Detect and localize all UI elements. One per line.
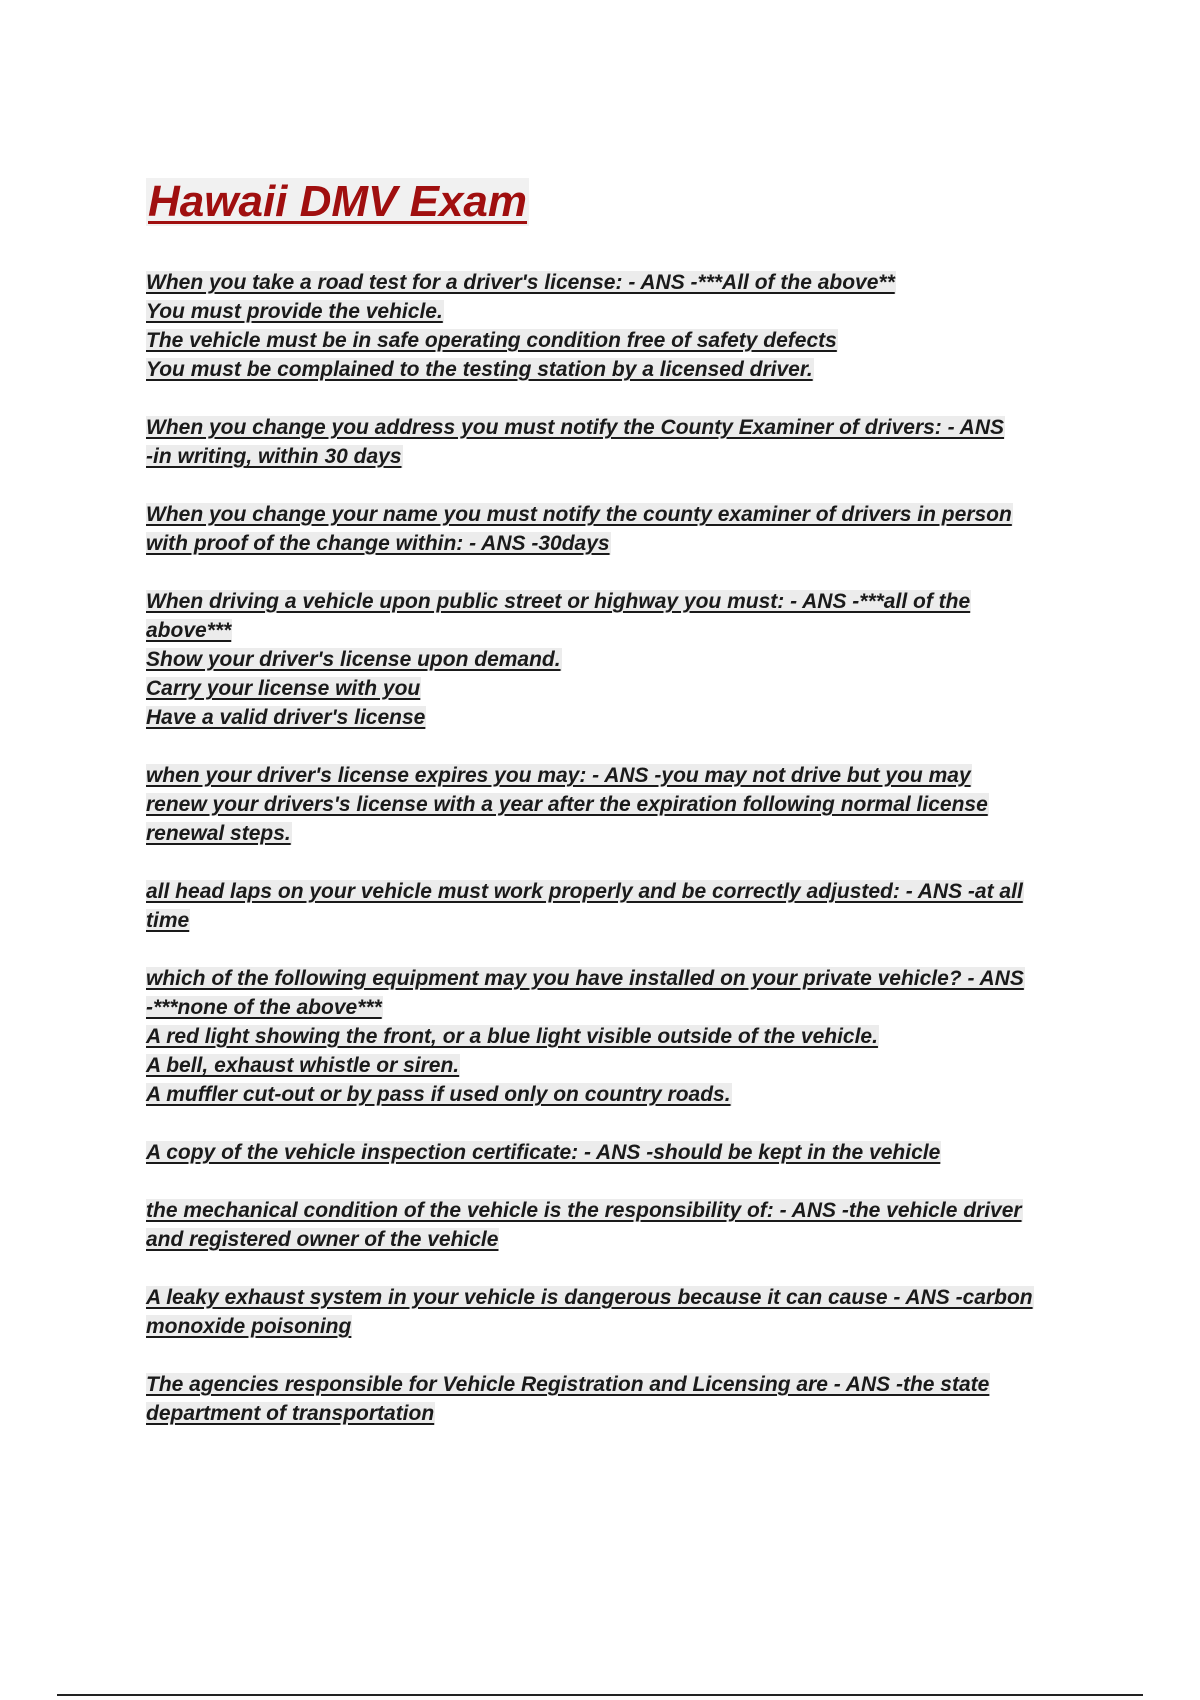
qa-item bbox=[146, 1138, 1106, 1167]
line-text: A leaky exhaust system in your vehicle is dangerous because it can cause - ANS -carbon bbox=[146, 1286, 1033, 1309]
answer-line bbox=[146, 1051, 1106, 1080]
qa-item bbox=[146, 964, 1106, 1109]
line-text: Have a valid driver's license bbox=[146, 706, 426, 729]
line-text: all head laps on your vehicle must work properly and be correctly adjusted: - ANS -at all bbox=[146, 880, 1023, 903]
line-text: The agencies responsible for Vehicle Registration and Licensing are - ANS -the state bbox=[146, 1373, 990, 1396]
question-line bbox=[146, 413, 1106, 442]
question-line bbox=[146, 268, 1106, 297]
line-text: when your driver's license expires you may: - ANS -you may not drive but you may bbox=[146, 764, 971, 787]
qa-item bbox=[146, 587, 1106, 732]
question-line bbox=[146, 1138, 1106, 1167]
answer-line bbox=[146, 703, 1106, 732]
qa-item bbox=[146, 1370, 1106, 1428]
line-text: A copy of the vehicle inspection certificate: - ANS -should be kept in the vehicle bbox=[146, 1141, 941, 1164]
line-text: When you change your name you must notify the county examiner of drivers in person bbox=[146, 503, 1012, 526]
qa-item bbox=[146, 268, 1106, 384]
answer-line bbox=[146, 1399, 1106, 1428]
question-line bbox=[146, 761, 1106, 790]
question-line bbox=[146, 964, 1106, 993]
qa-item bbox=[146, 761, 1106, 848]
answer-line bbox=[146, 1080, 1106, 1109]
line-text: The vehicle must be in safe operating condition free of safety defects bbox=[146, 329, 837, 352]
line-text: Show your driver's license upon demand. bbox=[146, 648, 561, 671]
answer-line bbox=[146, 993, 1106, 1022]
question-line bbox=[146, 1196, 1106, 1225]
line-text: A red light showing the front, or a blue light visible outside of the vehicle. bbox=[146, 1025, 878, 1048]
answer-line bbox=[146, 616, 1106, 645]
line-text: renewal steps. bbox=[146, 822, 291, 845]
line-text: A bell, exhaust whistle or siren. bbox=[146, 1054, 460, 1077]
answer-line bbox=[146, 645, 1106, 674]
line-text: Carry your license with you bbox=[146, 677, 421, 700]
page-footer-rule bbox=[57, 1694, 1143, 1696]
line-text: -***none of the above*** bbox=[146, 996, 382, 1019]
line-text: monoxide poisoning bbox=[146, 1315, 352, 1338]
line-text: department of transportation bbox=[146, 1402, 435, 1425]
line-text: You must be complained to the testing station by a licensed driver. bbox=[146, 358, 813, 381]
answer-line bbox=[146, 326, 1106, 355]
answer-line bbox=[146, 790, 1106, 819]
question-line bbox=[146, 1370, 1106, 1399]
qa-item bbox=[146, 1283, 1106, 1341]
question-line bbox=[146, 500, 1106, 529]
question-line bbox=[146, 587, 1106, 616]
qa-item bbox=[146, 413, 1106, 471]
line-text: You must provide the vehicle. bbox=[146, 300, 443, 323]
answer-line bbox=[146, 906, 1106, 935]
line-text: A muffler cut-out or by pass if used only on country roads. bbox=[146, 1083, 731, 1106]
qa-item bbox=[146, 1196, 1106, 1254]
line-text: with proof of the change within: - ANS -30days bbox=[146, 532, 610, 555]
question-line bbox=[146, 1283, 1106, 1312]
answer-line bbox=[146, 819, 1106, 848]
answer-line bbox=[146, 442, 1106, 471]
line-text: the mechanical condition of the vehicle is the responsibility of: - ANS -the vehicle driver bbox=[146, 1199, 1022, 1222]
line-text: and registered owner of the vehicle bbox=[146, 1228, 499, 1251]
line-text: When you change you address you must notify the County Examiner of drivers: - ANS bbox=[146, 416, 1005, 439]
answer-line bbox=[146, 529, 1106, 558]
line-text: When you take a road test for a driver's license: - ANS -***All of the above** bbox=[146, 271, 895, 294]
line-text: which of the following equipment may you have installed on your private vehicle? - ANS bbox=[146, 967, 1024, 990]
answer-line bbox=[146, 1022, 1106, 1051]
document-title: Hawaii DMV Exam bbox=[148, 177, 528, 226]
answer-line bbox=[146, 355, 1106, 384]
qa-item bbox=[146, 877, 1106, 935]
answer-line bbox=[146, 674, 1106, 703]
answer-line bbox=[146, 297, 1106, 326]
answer-line bbox=[146, 1225, 1106, 1254]
question-line bbox=[146, 877, 1106, 906]
answer-line bbox=[146, 1312, 1106, 1341]
line-text: -in writing, within 30 days bbox=[146, 445, 402, 468]
line-text: time bbox=[146, 909, 190, 932]
line-text: renew your drivers's license with a year after the expiration following normal license bbox=[146, 793, 988, 816]
line-text: When driving a vehicle upon public street or highway you must: - ANS -***all of the bbox=[146, 590, 971, 613]
qa-list bbox=[146, 268, 1106, 1457]
qa-item bbox=[146, 500, 1106, 558]
line-text: above*** bbox=[146, 619, 232, 642]
